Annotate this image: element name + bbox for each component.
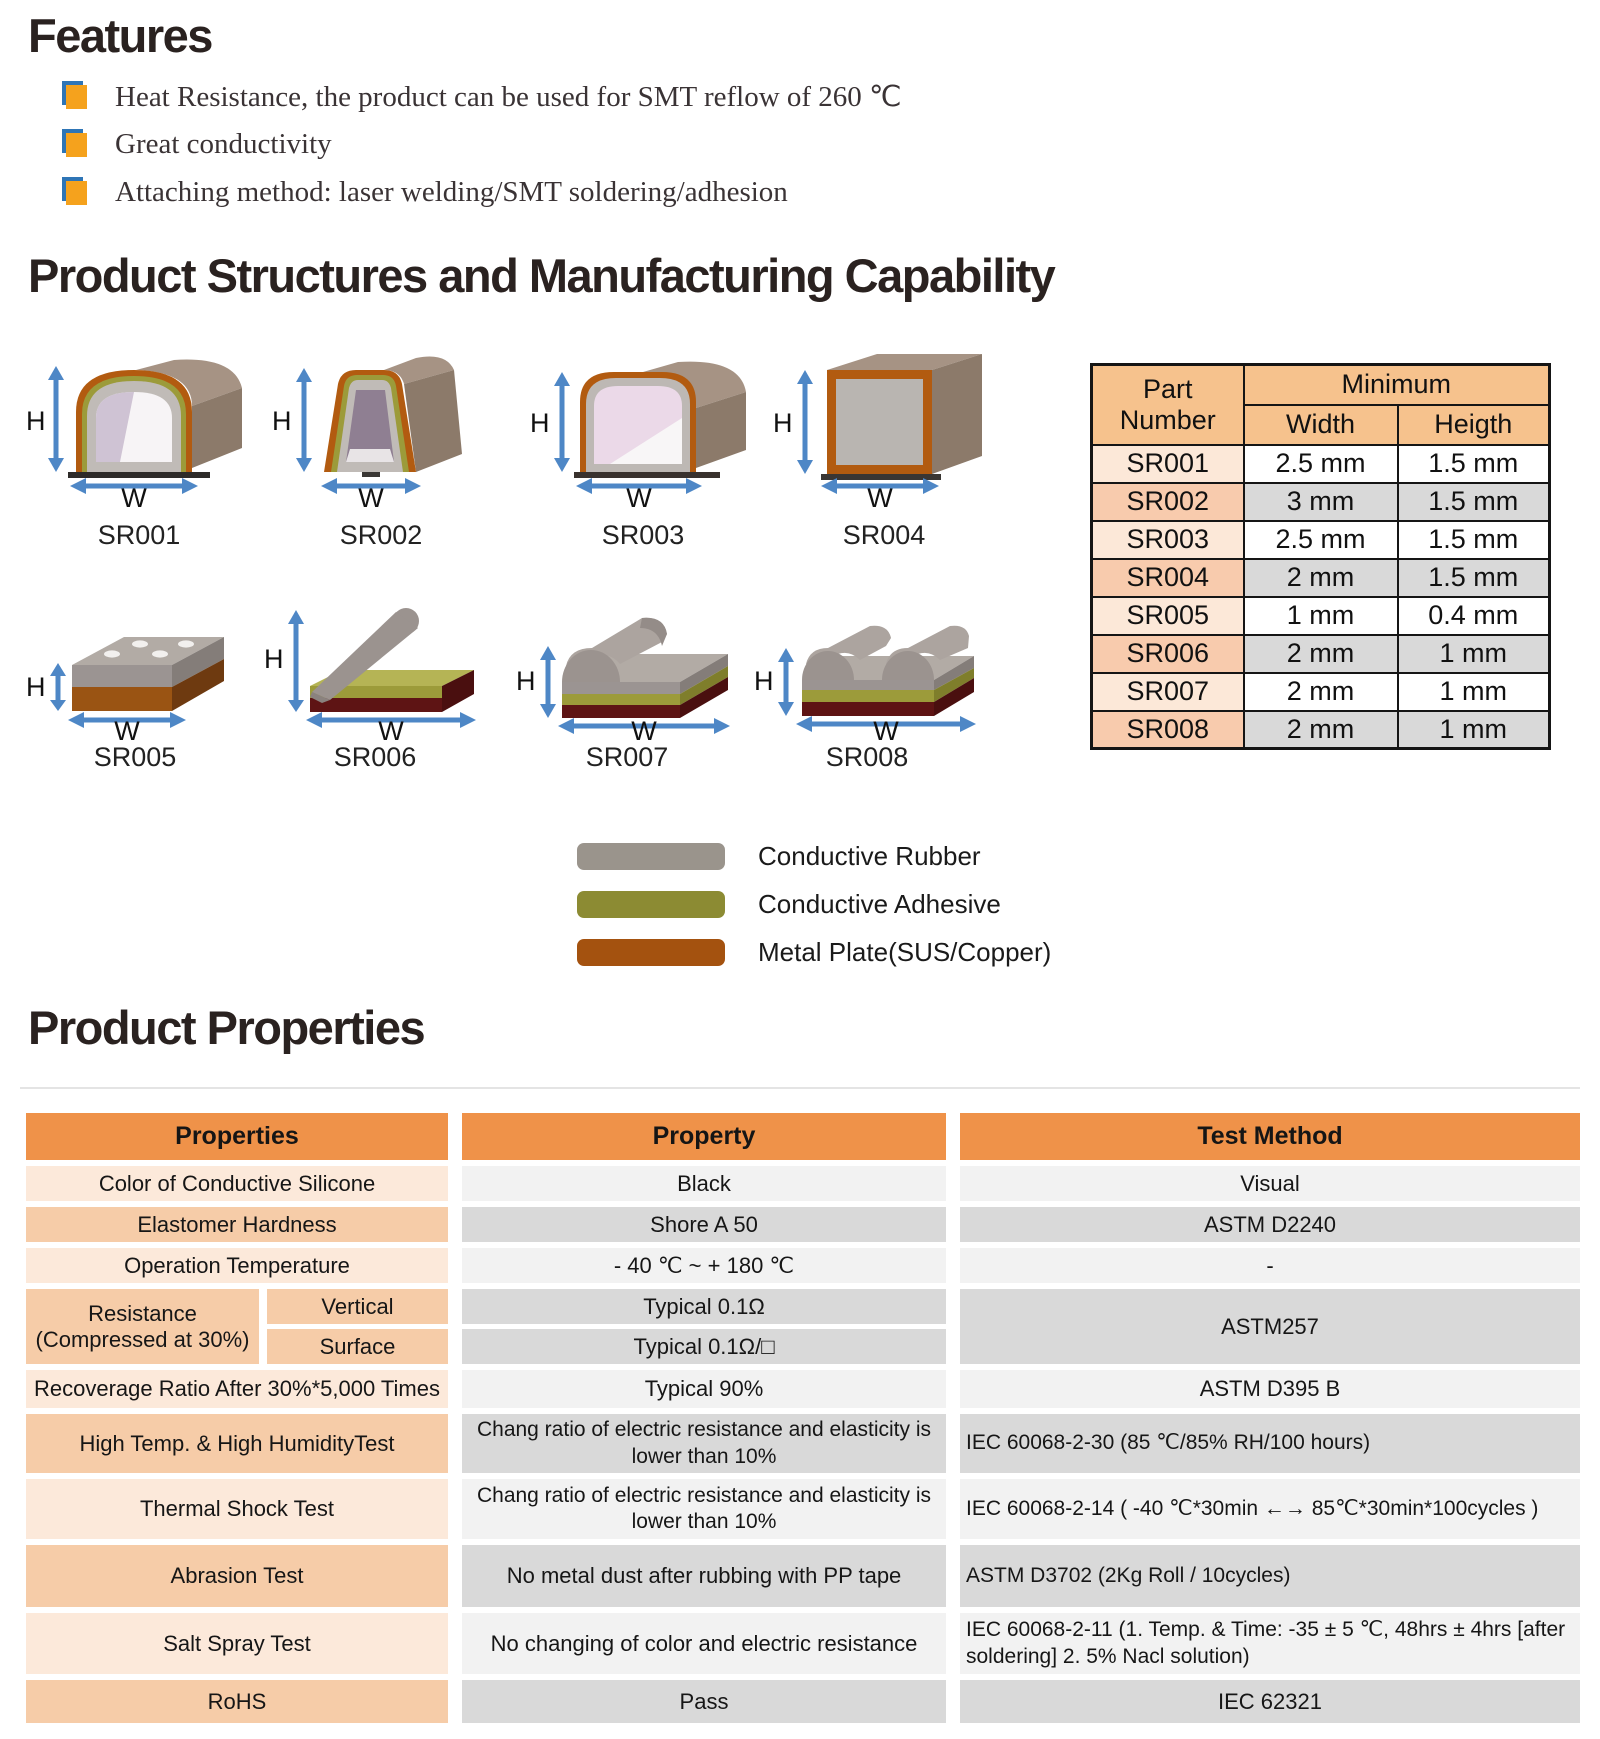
legend-item xyxy=(577,891,1001,918)
property-value: Pass xyxy=(462,1680,946,1723)
profile-sr002 xyxy=(266,350,496,551)
w-dim-label: W xyxy=(358,483,384,508)
column-header: Properties xyxy=(26,1113,448,1160)
property-value: Typical 90% xyxy=(462,1370,946,1408)
part-label: SR005 xyxy=(93,742,177,772)
test-method: ASTM D395 B xyxy=(960,1370,1580,1408)
metal-plate-swatch xyxy=(577,939,725,966)
width-cell: 2 mm xyxy=(1244,711,1398,749)
width-cell: 3 mm xyxy=(1244,483,1398,521)
resistance-label-line2: (Compressed at 30%) xyxy=(35,1326,250,1352)
part-cell: SR002 xyxy=(1092,483,1244,521)
w-dim-label: W xyxy=(378,716,404,740)
h-dim-label: H xyxy=(26,672,46,702)
table-row xyxy=(1092,483,1550,521)
height-cell: 1 mm xyxy=(1398,635,1550,673)
h-dim-label: H xyxy=(272,406,292,436)
part-cell: SR008 xyxy=(1092,711,1244,749)
part-cell: SR007 xyxy=(1092,673,1244,711)
property-name xyxy=(26,1289,259,1364)
sr006-diagram xyxy=(260,590,490,740)
property-name: Abrasion Test xyxy=(26,1545,448,1607)
conductive-adhesive-swatch xyxy=(577,891,725,918)
h-dim-label: H xyxy=(516,666,536,696)
property-value: - 40 ℃ ~ + 180 ℃ xyxy=(462,1248,946,1283)
test-method: ASTM257 xyxy=(960,1289,1580,1364)
list-item xyxy=(66,128,902,161)
legend-label: Conductive Adhesive xyxy=(758,889,1001,919)
size-table-minimum-header: Minimum xyxy=(1244,365,1550,405)
profile-sr001 xyxy=(24,350,254,551)
profile-sr005 xyxy=(20,590,250,773)
square-bullet-icon xyxy=(66,181,87,205)
width-cell: 2 mm xyxy=(1244,673,1398,711)
profile-sr003 xyxy=(528,350,758,551)
h-arrow xyxy=(48,366,64,472)
legend-item xyxy=(577,843,981,870)
legend-label: Conductive Rubber xyxy=(758,841,981,871)
resistance-row xyxy=(26,1289,448,1364)
list-item xyxy=(66,176,902,209)
table-row xyxy=(1092,559,1550,597)
test-method: ASTM D2240 xyxy=(960,1207,1580,1242)
divider xyxy=(20,1087,1580,1089)
features-list xyxy=(66,80,902,209)
h-dim-label: H xyxy=(754,666,774,696)
sr004-diagram xyxy=(769,350,999,508)
legend-item xyxy=(577,939,1051,966)
part-label: SR002 xyxy=(339,520,423,550)
w-dim-label: W xyxy=(114,716,140,740)
table-row xyxy=(1092,597,1550,635)
size-table-width-header: Width xyxy=(1244,405,1398,445)
column-header: Property xyxy=(462,1113,946,1160)
test-method: - xyxy=(960,1248,1580,1283)
w-dim-label: W xyxy=(631,716,657,740)
w-dim-label: W xyxy=(121,483,147,508)
part-cell: SR003 xyxy=(1092,521,1244,559)
property-name: RoHS xyxy=(26,1680,448,1723)
properties-title: Product Properties xyxy=(28,1001,425,1054)
sr002-diagram xyxy=(266,350,496,508)
part-label: SR004 xyxy=(842,520,926,550)
property-value: Typical 0.1Ω/□ xyxy=(462,1329,946,1364)
property-value: Chang ratio of electric resistance and elasticity is lower than 10% xyxy=(462,1479,946,1539)
h-arrow xyxy=(778,648,794,716)
height-cell: 1.5 mm xyxy=(1398,445,1550,483)
table-row xyxy=(1092,445,1550,483)
list-item xyxy=(66,80,902,113)
h-arrow xyxy=(554,372,570,472)
w-dim-label: W xyxy=(867,483,893,508)
sr007-diagram xyxy=(512,590,742,740)
property-name: High Temp. & High HumidityTest xyxy=(26,1414,448,1473)
h-dim-label: H xyxy=(264,644,284,674)
property-name: Thermal Shock Test xyxy=(26,1479,448,1539)
h-arrow xyxy=(50,663,66,711)
h-dim-label: H xyxy=(773,408,793,438)
width-cell: 2 mm xyxy=(1244,635,1398,673)
h-dim-label: H xyxy=(26,406,46,436)
feature-text: Great conductivity xyxy=(115,128,332,160)
property-value: Shore A 50 xyxy=(462,1207,946,1242)
height-cell: 1.5 mm xyxy=(1398,521,1550,559)
part-label: SR003 xyxy=(601,520,685,550)
height-cell: 1 mm xyxy=(1398,711,1550,749)
test-method: IEC 62321 xyxy=(960,1680,1580,1723)
profile-sr004 xyxy=(769,350,999,551)
part-label: SR006 xyxy=(333,742,417,772)
sr005-diagram xyxy=(20,590,250,740)
test-method: Visual xyxy=(960,1166,1580,1201)
sr003-diagram xyxy=(528,350,758,508)
test-method: IEC 60068-2-14 ( -40 ℃*30min ←→ 85℃*30min*100cycles ) xyxy=(960,1479,1580,1539)
height-cell: 0.4 mm xyxy=(1398,597,1550,635)
part-cell: SR005 xyxy=(1092,597,1244,635)
sub-property-name: Vertical xyxy=(267,1289,448,1324)
features-title: Features xyxy=(28,9,212,62)
height-cell: 1.5 mm xyxy=(1398,483,1550,521)
h-arrow xyxy=(296,368,312,472)
h-arrow xyxy=(797,370,813,474)
feature-text: Attaching method: laser welding/SMT soldering/adhesion xyxy=(115,176,788,208)
property-value: No metal dust after rubbing with PP tape xyxy=(462,1545,946,1607)
h-dim-label: H xyxy=(530,408,550,438)
property-name: Recoverage Ratio After 30%*5,000 Times xyxy=(26,1370,448,1408)
part-label: SR001 xyxy=(97,520,181,550)
property-name: Elastomer Hardness xyxy=(26,1207,448,1242)
sub-property-name: Surface xyxy=(267,1329,448,1364)
property-name: Operation Temperature xyxy=(26,1248,448,1283)
size-table-height-header: Heigth xyxy=(1398,405,1550,445)
test-method: ASTM D3702 (2Kg Roll / 10cycles) xyxy=(960,1545,1580,1607)
w-dim-label: W xyxy=(626,483,652,508)
property-value: Typical 0.1Ω xyxy=(462,1289,946,1324)
product-properties-table xyxy=(26,1113,1580,1723)
table-row xyxy=(1092,635,1550,673)
profile-sr007 xyxy=(512,590,742,773)
table-row xyxy=(1092,711,1550,749)
table-row xyxy=(1092,521,1550,559)
square-bullet-icon xyxy=(66,85,87,109)
resistance-label-line1: Resistance xyxy=(88,1300,197,1326)
part-label: SR008 xyxy=(825,742,909,772)
h-arrow xyxy=(540,646,556,718)
part-cell: SR006 xyxy=(1092,635,1244,673)
size-table-part-header: Part Number xyxy=(1092,365,1244,445)
part-cell: SR001 xyxy=(1092,445,1244,483)
property-value: No changing of color and electric resistance xyxy=(462,1613,946,1674)
part-label: SR007 xyxy=(585,742,669,772)
test-method: IEC 60068-2-30 (85 ℃/85% RH/100 hours) xyxy=(960,1414,1580,1473)
resistance-values xyxy=(462,1289,946,1364)
property-name: Salt Spray Test xyxy=(26,1613,448,1674)
property-value: Black xyxy=(462,1166,946,1201)
column-header: Test Method xyxy=(960,1113,1580,1160)
property-value: Chang ratio of electric resistance and elasticity is lower than 10% xyxy=(462,1414,946,1473)
part-cell: SR004 xyxy=(1092,559,1244,597)
size-table xyxy=(1090,363,1551,750)
legend-label: Metal Plate(SUS/Copper) xyxy=(758,937,1052,967)
table-row xyxy=(1092,673,1550,711)
feature-text: Heat Resistance, the product can be used for SMT reflow of 260 ℃ xyxy=(115,81,902,113)
structures-title: Product Structures and Manufacturing Capability xyxy=(28,249,1055,302)
width-cell: 2 mm xyxy=(1244,559,1398,597)
profile-sr008 xyxy=(752,590,982,773)
square-bullet-icon xyxy=(66,133,87,157)
width-cell: 1 mm xyxy=(1244,597,1398,635)
width-cell: 2.5 mm xyxy=(1244,445,1398,483)
width-cell: 2.5 mm xyxy=(1244,521,1398,559)
sr001-diagram xyxy=(24,350,254,508)
test-method: IEC 60068-2-11 (1. Temp. & Time: -35 ± 5 ℃, 48hrs ± 4hrs [after soldering] 2. 5% Nacl solution) xyxy=(960,1613,1580,1674)
profile-sr006 xyxy=(260,590,490,773)
height-cell: 1 mm xyxy=(1398,673,1550,711)
height-cell: 1.5 mm xyxy=(1398,559,1550,597)
sr008-diagram xyxy=(752,590,982,740)
h-arrow xyxy=(288,610,304,712)
conductive-rubber-swatch xyxy=(577,843,725,870)
property-name: Color of Conductive Silicone xyxy=(26,1166,448,1201)
w-dim-label: W xyxy=(873,716,899,740)
